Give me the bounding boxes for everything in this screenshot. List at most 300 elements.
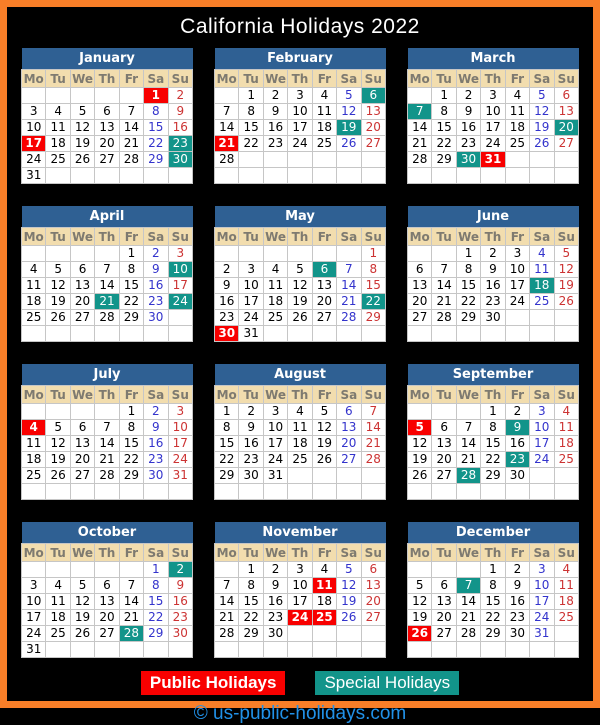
weekday-header-mo: Mo xyxy=(22,228,46,246)
empty-cell xyxy=(239,246,263,262)
day-cell: 2 xyxy=(144,246,168,262)
weekday-header-sa: Sa xyxy=(337,544,361,562)
empty-cell xyxy=(239,168,263,184)
month-august xyxy=(214,364,386,500)
empty-cell xyxy=(432,642,456,658)
day-cell: 4 xyxy=(554,404,578,420)
empty-cell xyxy=(144,484,168,500)
day-cell: 2 xyxy=(481,246,505,262)
month-november xyxy=(214,522,386,658)
day-cell: 15 xyxy=(481,594,505,610)
public-holiday-cell[interactable]: 1 xyxy=(144,88,168,104)
day-cell: 1 xyxy=(239,562,263,578)
weekday-header-fr: Fr xyxy=(505,228,529,246)
special-holiday-cell[interactable]: 6 xyxy=(361,88,385,104)
day-cell: 28 xyxy=(95,468,119,484)
empty-cell xyxy=(337,152,361,168)
weekday-header-tu: Tu xyxy=(239,70,263,88)
empty-cell xyxy=(505,310,529,326)
day-cell: 26 xyxy=(70,152,94,168)
weekday-header-su: Su xyxy=(361,70,385,88)
day-cell: 7 xyxy=(95,420,119,436)
day-cell: 20 xyxy=(361,120,385,136)
day-cell: 20 xyxy=(408,294,432,310)
day-cell: 24 xyxy=(168,452,192,468)
day-cell: 4 xyxy=(22,262,46,278)
day-cell: 1 xyxy=(119,246,143,262)
day-cell: 3 xyxy=(530,562,554,578)
day-cell: 11 xyxy=(554,578,578,594)
empty-cell xyxy=(239,642,263,658)
day-cell: 19 xyxy=(337,594,361,610)
day-cell: 6 xyxy=(432,420,456,436)
day-cell: 12 xyxy=(46,436,70,452)
empty-cell xyxy=(144,168,168,184)
empty-cell xyxy=(554,326,578,342)
weekday-header-mo: Mo xyxy=(408,228,432,246)
day-cell: 16 xyxy=(456,120,480,136)
day-cell: 2 xyxy=(505,562,529,578)
day-cell: 15 xyxy=(119,278,143,294)
public-holiday-cell[interactable]: 26 xyxy=(408,626,432,642)
empty-cell xyxy=(119,484,143,500)
day-cell: 8 xyxy=(432,104,456,120)
weekday-header-mo: Mo xyxy=(408,386,432,404)
public-holiday-cell[interactable]: 24 xyxy=(288,610,312,626)
day-cell: 21 xyxy=(456,610,480,626)
special-holiday-cell[interactable]: 28 xyxy=(119,626,143,642)
special-holiday-cell[interactable]: 19 xyxy=(337,120,361,136)
day-cell: 10 xyxy=(22,120,46,136)
empty-cell xyxy=(239,152,263,168)
special-holiday-cell[interactable]: 20 xyxy=(554,120,578,136)
day-cell: 11 xyxy=(263,278,287,294)
day-cell: 6 xyxy=(95,578,119,594)
day-cell: 2 xyxy=(239,404,263,420)
day-cell: 3 xyxy=(530,404,554,420)
day-cell: 23 xyxy=(144,452,168,468)
day-cell: 26 xyxy=(288,310,312,326)
public-holiday-cell[interactable]: 21 xyxy=(215,136,239,152)
day-cell: 1 xyxy=(119,404,143,420)
public-holiday-cell[interactable]: 30 xyxy=(215,326,239,342)
day-cell: 30 xyxy=(263,626,287,642)
day-cell: 2 xyxy=(505,404,529,420)
month-title: May xyxy=(215,206,386,228)
weekday-header-th: Th xyxy=(288,386,312,404)
empty-cell xyxy=(312,626,336,642)
day-cell: 10 xyxy=(288,104,312,120)
day-cell: 23 xyxy=(239,452,263,468)
day-cell: 19 xyxy=(530,120,554,136)
day-cell: 1 xyxy=(361,246,385,262)
day-cell: 30 xyxy=(505,468,529,484)
day-cell: 30 xyxy=(144,468,168,484)
day-cell: 16 xyxy=(263,594,287,610)
day-cell: 4 xyxy=(46,104,70,120)
weekday-header-th: Th xyxy=(481,386,505,404)
weekday-header-th: Th xyxy=(95,544,119,562)
empty-cell xyxy=(46,88,70,104)
weekday-header-we: We xyxy=(265,545,287,560)
day-cell: 13 xyxy=(95,120,119,136)
legend-special-holidays: Special Holidays xyxy=(315,671,459,695)
day-cell: 21 xyxy=(456,452,480,468)
day-cell: 9 xyxy=(144,420,168,436)
day-cell: 17 xyxy=(288,594,312,610)
weekday-header-fr: Fr xyxy=(119,228,143,246)
weekday-header-th: Th xyxy=(95,228,119,246)
month-title: October xyxy=(22,522,193,544)
special-holiday-cell[interactable]: 30 xyxy=(456,152,480,168)
weekday-header-sa: Sa xyxy=(530,386,554,404)
day-cell: 5 xyxy=(46,262,70,278)
day-cell: 28 xyxy=(456,626,480,642)
public-holiday-cell[interactable]: 31 xyxy=(481,152,505,168)
empty-cell xyxy=(95,168,119,184)
special-holiday-cell[interactable]: 30 xyxy=(168,152,192,168)
month-december xyxy=(407,522,579,658)
page-title: California Holidays 2022 xyxy=(180,15,420,38)
day-cell: 4 xyxy=(312,562,336,578)
empty-cell xyxy=(554,310,578,326)
empty-cell xyxy=(95,484,119,500)
special-holiday-cell[interactable]: 28 xyxy=(456,468,480,484)
empty-cell xyxy=(288,152,312,168)
empty-cell xyxy=(239,484,263,500)
day-cell: 27 xyxy=(432,626,456,642)
empty-cell xyxy=(215,168,239,184)
weekday-header-tu: Tu xyxy=(46,544,70,562)
day-cell: 26 xyxy=(46,310,70,326)
weekday-header-sa: Sa xyxy=(337,228,361,246)
day-cell: 13 xyxy=(554,104,578,120)
weekday-header-we: We xyxy=(265,229,287,244)
empty-cell xyxy=(337,168,361,184)
day-cell: 17 xyxy=(168,436,192,452)
special-holiday-cell[interactable]: 23 xyxy=(505,452,529,468)
day-cell: 11 xyxy=(554,420,578,436)
empty-cell xyxy=(22,562,46,578)
day-cell: 29 xyxy=(144,152,168,168)
empty-cell xyxy=(505,642,529,658)
day-cell: 24 xyxy=(263,452,287,468)
special-holiday-cell[interactable]: 7 xyxy=(456,578,480,594)
site-link[interactable]: © us-public-holidays.com xyxy=(193,703,407,724)
public-holiday-cell[interactable]: 5 xyxy=(408,420,432,436)
day-cell: 22 xyxy=(481,610,505,626)
empty-cell xyxy=(337,642,361,658)
empty-cell xyxy=(70,484,94,500)
day-cell: 20 xyxy=(70,294,94,310)
day-cell: 6 xyxy=(408,262,432,278)
weekday-header-th: Th xyxy=(481,228,505,246)
special-holiday-cell[interactable]: 2 xyxy=(168,562,192,578)
day-cell: 22 xyxy=(239,610,263,626)
day-cell: 29 xyxy=(144,626,168,642)
day-cell: 31 xyxy=(168,468,192,484)
day-cell: 7 xyxy=(215,578,239,594)
weekday-header-fr: Fr xyxy=(505,386,529,404)
special-holiday-cell[interactable]: 18 xyxy=(530,278,554,294)
day-cell: 18 xyxy=(312,594,336,610)
day-cell: 9 xyxy=(263,104,287,120)
day-cell: 4 xyxy=(46,578,70,594)
day-cell: 2 xyxy=(456,88,480,104)
empty-cell xyxy=(288,626,312,642)
day-cell: 30 xyxy=(239,468,263,484)
day-cell: 23 xyxy=(505,610,529,626)
empty-cell xyxy=(554,642,578,658)
day-cell: 27 xyxy=(432,468,456,484)
day-cell: 9 xyxy=(505,578,529,594)
special-holiday-cell[interactable]: 23 xyxy=(168,136,192,152)
month-march xyxy=(407,48,579,184)
day-cell: 29 xyxy=(361,310,385,326)
empty-cell xyxy=(70,168,94,184)
day-cell: 1 xyxy=(481,404,505,420)
day-cell: 19 xyxy=(408,452,432,468)
weekday-header-su: Su xyxy=(554,544,578,562)
day-cell: 11 xyxy=(530,262,554,278)
day-cell: 6 xyxy=(554,88,578,104)
day-cell: 25 xyxy=(505,136,529,152)
empty-cell xyxy=(288,246,312,262)
day-cell: 15 xyxy=(481,436,505,452)
empty-cell xyxy=(408,404,432,420)
weekday-header-su: Su xyxy=(361,228,385,246)
day-cell: 18 xyxy=(22,294,46,310)
empty-cell xyxy=(119,168,143,184)
public-holiday-cell[interactable]: 25 xyxy=(312,610,336,626)
day-cell: 16 xyxy=(168,120,192,136)
empty-cell xyxy=(46,562,70,578)
empty-cell xyxy=(505,484,529,500)
special-holiday-cell[interactable]: 6 xyxy=(312,262,336,278)
empty-cell xyxy=(144,642,168,658)
empty-cell xyxy=(288,484,312,500)
day-cell: 9 xyxy=(481,262,505,278)
empty-cell xyxy=(95,246,119,262)
empty-cell xyxy=(46,168,70,184)
empty-cell xyxy=(408,88,432,104)
day-cell: 20 xyxy=(95,136,119,152)
day-cell: 6 xyxy=(337,404,361,420)
day-cell: 29 xyxy=(239,626,263,642)
day-cell: 20 xyxy=(70,452,94,468)
day-cell: 27 xyxy=(408,310,432,326)
weekday-header-sa: Sa xyxy=(337,70,361,88)
weekday-header-tu: Tu xyxy=(432,544,456,562)
weekday-header-sa: Sa xyxy=(144,228,168,246)
day-cell: 6 xyxy=(432,578,456,594)
day-cell: 3 xyxy=(168,404,192,420)
day-cell: 16 xyxy=(144,278,168,294)
day-cell: 22 xyxy=(239,136,263,152)
day-cell: 24 xyxy=(530,452,554,468)
day-cell: 14 xyxy=(215,594,239,610)
day-cell: 17 xyxy=(530,436,554,452)
empty-cell xyxy=(70,88,94,104)
day-cell: 29 xyxy=(215,468,239,484)
day-cell: 25 xyxy=(46,626,70,642)
day-cell: 12 xyxy=(337,104,361,120)
day-cell: 12 xyxy=(312,420,336,436)
empty-cell xyxy=(481,484,505,500)
day-cell: 3 xyxy=(263,404,287,420)
empty-cell xyxy=(70,404,94,420)
empty-cell xyxy=(337,246,361,262)
empty-cell xyxy=(215,484,239,500)
empty-cell xyxy=(22,246,46,262)
weekday-header-tu: Tu xyxy=(239,386,263,404)
day-cell: 2 xyxy=(263,88,287,104)
day-cell: 29 xyxy=(481,468,505,484)
day-cell: 14 xyxy=(408,120,432,136)
day-cell: 28 xyxy=(119,152,143,168)
empty-cell xyxy=(361,326,385,342)
empty-cell xyxy=(263,326,287,342)
day-cell: 10 xyxy=(168,420,192,436)
day-cell: 22 xyxy=(215,452,239,468)
day-cell: 24 xyxy=(288,136,312,152)
weekday-header-tu: Tu xyxy=(46,386,70,404)
day-cell: 23 xyxy=(263,610,287,626)
day-cell: 31 xyxy=(530,626,554,642)
day-cell: 1 xyxy=(144,562,168,578)
day-cell: 5 xyxy=(408,578,432,594)
day-cell: 28 xyxy=(432,310,456,326)
day-cell: 13 xyxy=(312,278,336,294)
day-cell: 30 xyxy=(505,626,529,642)
empty-cell xyxy=(288,468,312,484)
month-january xyxy=(21,48,193,184)
weekday-header-th: Th xyxy=(288,228,312,246)
day-cell: 8 xyxy=(481,420,505,436)
day-cell: 25 xyxy=(263,310,287,326)
weekday-header-mo: Mo xyxy=(215,228,239,246)
empty-cell xyxy=(95,562,119,578)
day-cell: 23 xyxy=(481,294,505,310)
day-cell: 16 xyxy=(215,294,239,310)
empty-cell xyxy=(70,246,94,262)
public-holiday-cell[interactable]: 17 xyxy=(22,136,46,152)
empty-cell xyxy=(215,88,239,104)
weekday-header-th: Th xyxy=(95,386,119,404)
day-cell: 3 xyxy=(22,578,46,594)
empty-cell xyxy=(95,326,119,342)
day-cell: 8 xyxy=(119,262,143,278)
special-holiday-cell[interactable]: 7 xyxy=(408,104,432,120)
day-cell: 22 xyxy=(144,610,168,626)
day-cell: 12 xyxy=(46,278,70,294)
day-cell: 26 xyxy=(408,468,432,484)
empty-cell xyxy=(312,468,336,484)
day-cell: 11 xyxy=(22,436,46,452)
day-cell: 19 xyxy=(288,294,312,310)
day-cell: 25 xyxy=(312,136,336,152)
empty-cell xyxy=(456,404,480,420)
public-holiday-cell[interactable]: 4 xyxy=(22,420,46,436)
day-cell: 29 xyxy=(456,310,480,326)
day-cell: 28 xyxy=(95,310,119,326)
month-title: February xyxy=(215,48,386,70)
day-cell: 10 xyxy=(263,420,287,436)
public-holiday-cell[interactable]: 11 xyxy=(312,578,336,594)
month-title: September xyxy=(408,364,579,386)
empty-cell xyxy=(361,468,385,484)
month-title: March xyxy=(408,48,579,70)
day-cell: 18 xyxy=(22,452,46,468)
day-cell: 2 xyxy=(263,562,287,578)
day-cell: 19 xyxy=(312,436,336,452)
special-holiday-cell[interactable]: 9 xyxy=(505,420,529,436)
day-cell: 23 xyxy=(144,294,168,310)
empty-cell xyxy=(46,246,70,262)
day-cell: 18 xyxy=(263,294,287,310)
empty-cell xyxy=(481,168,505,184)
day-cell: 4 xyxy=(263,262,287,278)
day-cell: 8 xyxy=(215,420,239,436)
empty-cell xyxy=(432,484,456,500)
weekday-header-mo: Mo xyxy=(215,70,239,88)
day-cell: 3 xyxy=(505,246,529,262)
empty-cell xyxy=(408,562,432,578)
month-title: December xyxy=(408,522,579,544)
empty-cell xyxy=(119,562,143,578)
empty-cell xyxy=(288,168,312,184)
special-holiday-cell[interactable]: 10 xyxy=(168,262,192,278)
month-september xyxy=(407,364,579,500)
day-cell: 19 xyxy=(408,610,432,626)
day-cell: 11 xyxy=(46,120,70,136)
weekday-header-th: Th xyxy=(288,544,312,562)
empty-cell xyxy=(288,326,312,342)
day-cell: 5 xyxy=(337,88,361,104)
day-cell: 25 xyxy=(288,452,312,468)
empty-cell xyxy=(70,562,94,578)
day-cell: 16 xyxy=(481,278,505,294)
day-cell: 10 xyxy=(239,278,263,294)
empty-cell xyxy=(215,246,239,262)
empty-cell xyxy=(119,326,143,342)
empty-cell xyxy=(554,468,578,484)
day-cell: 29 xyxy=(481,626,505,642)
empty-cell xyxy=(168,168,192,184)
special-holiday-cell[interactable]: 22 xyxy=(361,294,385,310)
day-cell: 14 xyxy=(95,436,119,452)
day-cell: 29 xyxy=(432,152,456,168)
special-holiday-cell[interactable]: 21 xyxy=(95,294,119,310)
day-cell: 11 xyxy=(288,420,312,436)
day-cell: 24 xyxy=(481,136,505,152)
weekday-header-sa: Sa xyxy=(530,544,554,562)
day-cell: 15 xyxy=(144,120,168,136)
empty-cell xyxy=(505,152,529,168)
day-cell: 27 xyxy=(95,152,119,168)
day-cell: 9 xyxy=(263,578,287,594)
special-holiday-cell[interactable]: 24 xyxy=(168,294,192,310)
day-cell: 3 xyxy=(168,246,192,262)
empty-cell xyxy=(22,326,46,342)
empty-cell xyxy=(46,642,70,658)
empty-cell xyxy=(530,168,554,184)
day-cell: 13 xyxy=(95,594,119,610)
empty-cell xyxy=(432,562,456,578)
empty-cell xyxy=(312,246,336,262)
day-cell: 27 xyxy=(95,626,119,642)
weekday-header-mo: Mo xyxy=(408,70,432,88)
